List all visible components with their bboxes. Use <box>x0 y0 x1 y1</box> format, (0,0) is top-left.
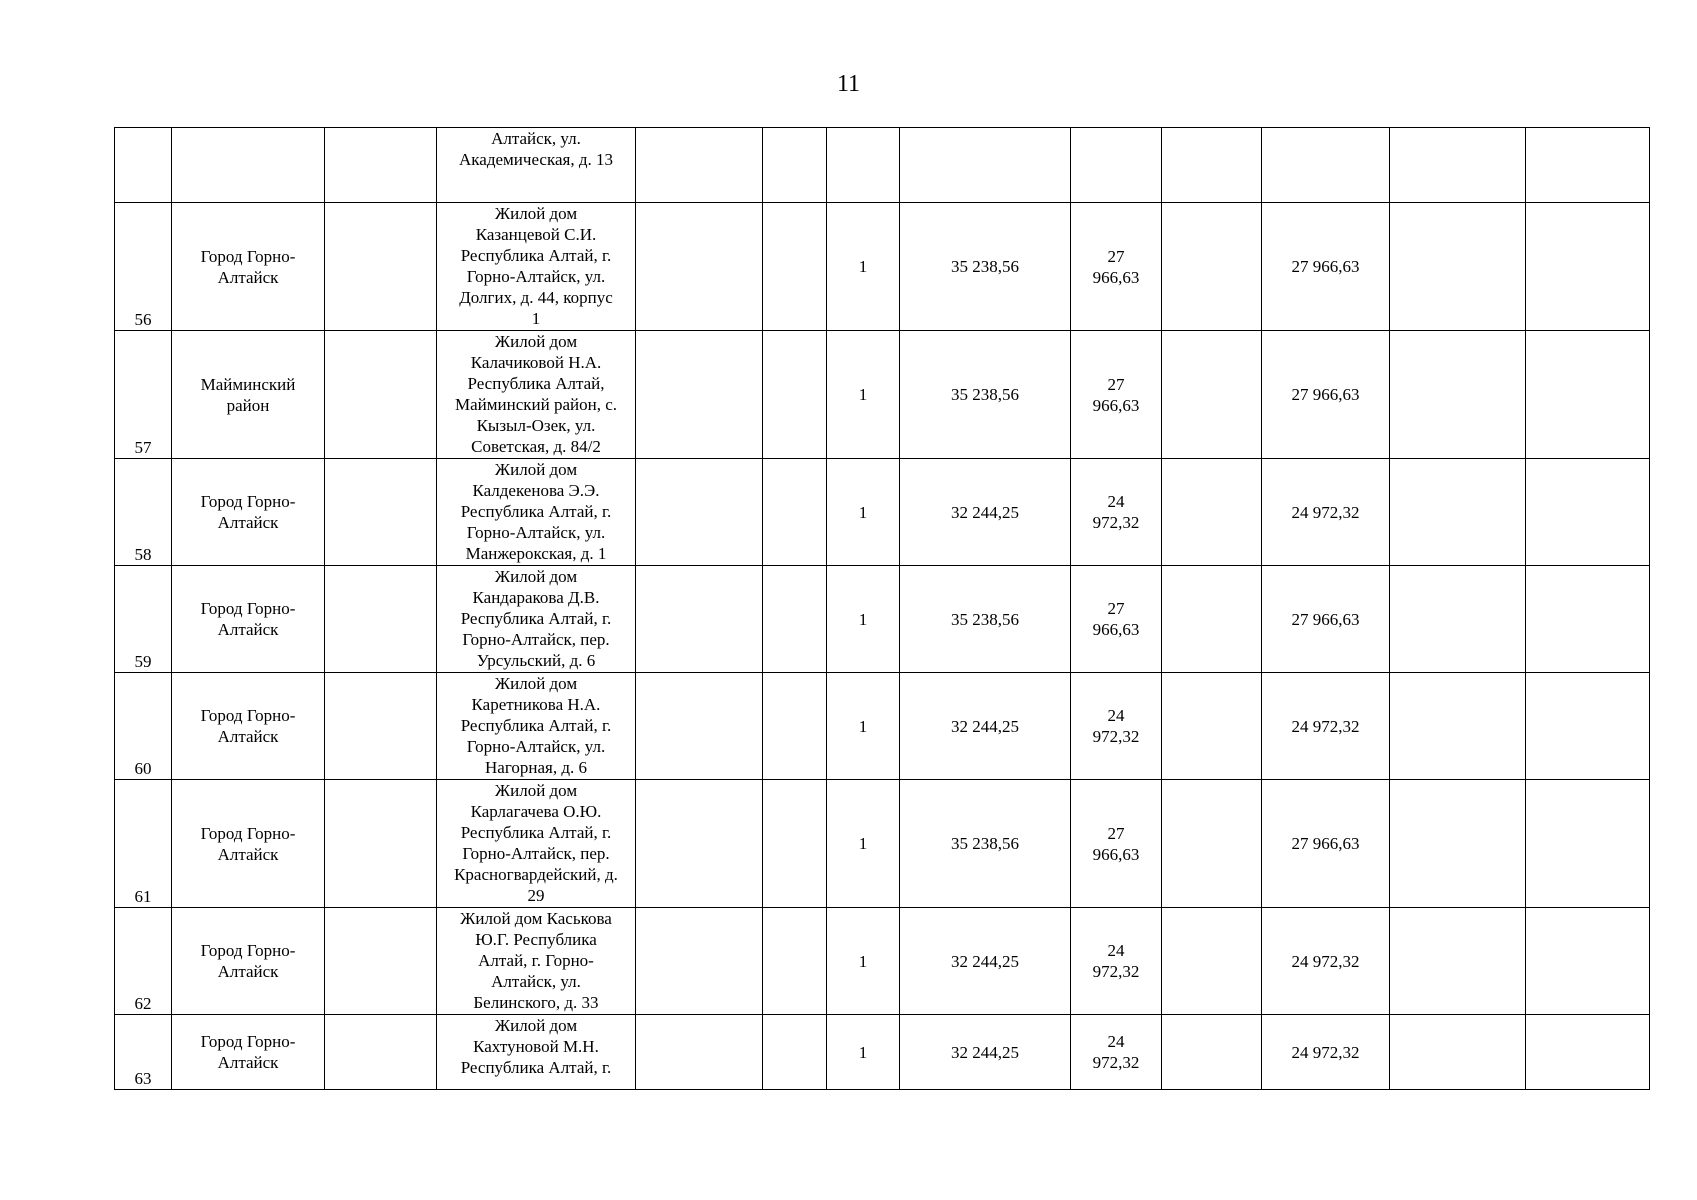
cell-empty <box>1526 128 1650 203</box>
cell-empty <box>763 128 827 203</box>
cell-empty <box>1162 566 1262 673</box>
cell-empty <box>1162 203 1262 331</box>
table-row <box>115 331 1650 459</box>
cell-empty <box>636 331 763 459</box>
cell-empty <box>325 780 437 908</box>
cell-empty <box>636 128 763 203</box>
amount-a-text: 24 972,32 <box>1092 1032 1140 1072</box>
cell-empty <box>1390 459 1526 566</box>
cell-num <box>115 673 172 780</box>
cell-empty <box>1390 673 1526 780</box>
table-row <box>115 203 1650 331</box>
cell-empty <box>1526 331 1650 459</box>
amount-b-text: 24 972,32 <box>1291 502 1360 522</box>
num-text: 59 <box>134 652 152 671</box>
cell-object <box>437 566 636 673</box>
amount-a-text: 27 966,63 <box>1092 374 1140 415</box>
cell-amount-total <box>900 1015 1071 1090</box>
cell-empty <box>636 566 763 673</box>
cell-empty <box>1390 908 1526 1015</box>
cell-empty <box>1526 780 1650 908</box>
cell-amount-total <box>900 459 1071 566</box>
cell-empty <box>763 673 827 780</box>
cell-object <box>437 1015 636 1090</box>
num-text: 57 <box>134 438 152 457</box>
cell-amount-a <box>1071 331 1162 459</box>
cell-empty <box>1162 459 1262 566</box>
table-row-continuation <box>115 128 1650 203</box>
count-text: 1 <box>858 951 868 971</box>
registry-table <box>114 127 1650 1090</box>
cell-empty <box>636 908 763 1015</box>
cell-empty <box>763 1015 827 1090</box>
amount-b-text: 27 966,63 <box>1291 609 1360 629</box>
count-text: 1 <box>858 834 868 853</box>
locality-text: Город Горно- Алтайск <box>200 599 296 639</box>
cell-locality <box>172 780 325 908</box>
locality-text: Майминский район <box>200 374 296 415</box>
object-text: Жилой дом Каськова Ю.Г. Республика Алтай, г. Горно- Алтайск, ул. Белинского, д. 33 <box>460 909 612 1012</box>
amount-b-text: 24 972,32 <box>1291 716 1360 736</box>
cell-empty <box>325 1015 437 1090</box>
cell-amount-a <box>1071 673 1162 780</box>
cell-object <box>437 128 636 203</box>
cell-count <box>827 1015 900 1090</box>
cell-empty <box>325 128 437 203</box>
amount-total-text: 32 244,25 <box>951 716 1019 736</box>
cell-empty <box>325 331 437 459</box>
count-text: 1 <box>858 716 868 736</box>
locality-text: Город Горно- Алтайск <box>200 823 296 864</box>
cell-amount-b <box>1262 908 1390 1015</box>
cell-locality <box>172 566 325 673</box>
cell-amount-total <box>900 673 1071 780</box>
num-text: 63 <box>134 1069 152 1088</box>
object-text: Жилой дом Кахтуновой М.Н. Республика Алтай, г. <box>460 1016 612 1077</box>
count-text: 1 <box>858 385 868 404</box>
cell-num <box>115 203 172 331</box>
cell-object <box>437 780 636 908</box>
cell-empty <box>1526 566 1650 673</box>
cell-count <box>827 780 900 908</box>
cell-num <box>115 331 172 459</box>
amount-a-text: 27 966,63 <box>1092 823 1140 864</box>
object-text: Жилой дом Карлагачева О.Ю. Республика Алтай, г. Горно-Алтайск, пер. Красногвардейский, д. 29 <box>454 781 618 905</box>
amount-a-text: 27 966,63 <box>1092 599 1140 639</box>
cell-amount-total <box>900 908 1071 1015</box>
cell-empty <box>763 203 827 331</box>
object-text: Жилой дом Калдекенова Э.Э. Республика Алтай, г. Горно-Алтайск, ул. Манжерокская, д. 1 <box>460 460 612 563</box>
cell-empty <box>636 673 763 780</box>
cell-amount-b <box>1262 203 1390 331</box>
amount-a-text: 24 972,32 <box>1092 706 1140 746</box>
cell-empty <box>1162 128 1262 203</box>
table-row <box>115 908 1650 1015</box>
cell-object <box>437 459 636 566</box>
cell-empty <box>1390 566 1526 673</box>
cell-empty <box>1162 780 1262 908</box>
cell-empty <box>1390 1015 1526 1090</box>
cell-empty <box>1526 1015 1650 1090</box>
cell-locality <box>172 459 325 566</box>
cell-empty <box>1162 331 1262 459</box>
cell-object <box>437 908 636 1015</box>
amount-b-text: 24 972,32 <box>1291 1042 1360 1062</box>
num-text: 58 <box>134 545 152 564</box>
num-text: 60 <box>134 759 152 778</box>
cell-locality <box>172 908 325 1015</box>
cell-count <box>827 566 900 673</box>
object-text: Жилой дом Каретникова Н.А. Республика Алтай, г. Горно-Алтайск, ул. Нагорная, д. 6 <box>460 674 612 777</box>
cell-empty <box>1390 203 1526 331</box>
cell-empty <box>325 908 437 1015</box>
cell-empty <box>325 459 437 566</box>
cell-count <box>827 908 900 1015</box>
table-row <box>115 566 1650 673</box>
cell-empty <box>1526 203 1650 331</box>
amount-total-text: 32 244,25 <box>951 502 1019 522</box>
cell-empty <box>636 459 763 566</box>
cell-empty <box>325 673 437 780</box>
object-text: Алтайск, ул. Академическая, д. 13 <box>459 129 613 169</box>
cell-locality <box>172 203 325 331</box>
cell-amount-b <box>1262 673 1390 780</box>
cell-empty <box>1162 1015 1262 1090</box>
table-row <box>115 1015 1650 1090</box>
cell-num <box>115 908 172 1015</box>
num-text: 56 <box>134 310 152 329</box>
cell-amount-a <box>1071 459 1162 566</box>
cell-amount-a <box>1071 128 1162 203</box>
cell-amount-total <box>900 780 1071 908</box>
amount-b-text: 27 966,63 <box>1291 385 1360 404</box>
cell-amount-b <box>1262 566 1390 673</box>
cell-count <box>827 203 900 331</box>
table-row <box>115 780 1650 908</box>
cell-locality <box>172 128 325 203</box>
cell-count <box>827 128 900 203</box>
table-row <box>115 459 1650 566</box>
cell-amount-a <box>1071 908 1162 1015</box>
num-text: 61 <box>134 887 152 906</box>
cell-empty <box>1526 908 1650 1015</box>
cell-amount-a <box>1071 1015 1162 1090</box>
cell-locality <box>172 331 325 459</box>
cell-amount-total <box>900 203 1071 331</box>
count-text: 1 <box>858 609 868 629</box>
table-body <box>115 128 1650 1090</box>
object-text: Жилой дом Кандаракова Д.В. Республика Алтай, г. Горно-Алтайск, пер. Урсульский, д. 6 <box>460 567 612 670</box>
amount-a-text: 27 966,63 <box>1092 246 1140 287</box>
cell-num <box>115 780 172 908</box>
table-row <box>115 673 1650 780</box>
cell-locality <box>172 673 325 780</box>
num-text: 62 <box>134 994 152 1013</box>
cell-count <box>827 459 900 566</box>
cell-empty <box>636 203 763 331</box>
cell-empty <box>763 459 827 566</box>
locality-text: Город Горно- Алтайск <box>200 941 296 981</box>
locality-text: Город Горно- Алтайск <box>200 706 296 746</box>
cell-empty <box>763 908 827 1015</box>
cell-count <box>827 673 900 780</box>
cell-num <box>115 128 172 203</box>
amount-total-text: 32 244,25 <box>951 951 1019 971</box>
amount-b-text: 24 972,32 <box>1291 951 1360 971</box>
amount-total-text: 35 238,56 <box>951 609 1019 629</box>
cell-amount-a <box>1071 203 1162 331</box>
object-text: Жилой дом Казанцевой С.И. Республика Алтай, г. Горно-Алтайск, ул. Долгих, д. 44, корпус 1 <box>459 204 613 328</box>
locality-text: Город Горно- Алтайск <box>200 1032 296 1072</box>
cell-object <box>437 673 636 780</box>
cell-empty <box>325 203 437 331</box>
amount-total-text: 35 238,56 <box>951 257 1019 276</box>
cell-empty <box>1526 673 1650 780</box>
count-text: 1 <box>858 257 868 276</box>
cell-num <box>115 1015 172 1090</box>
cell-amount-total <box>900 331 1071 459</box>
cell-amount-a <box>1071 780 1162 908</box>
cell-object <box>437 331 636 459</box>
cell-empty <box>1390 128 1526 203</box>
cell-locality <box>172 1015 325 1090</box>
cell-object <box>437 203 636 331</box>
cell-empty <box>1162 908 1262 1015</box>
page-number: 11 <box>836 71 861 97</box>
count-text: 1 <box>858 502 868 522</box>
cell-empty <box>1390 331 1526 459</box>
amount-total-text: 32 244,25 <box>951 1042 1019 1062</box>
cell-amount-b <box>1262 128 1390 203</box>
cell-empty <box>636 780 763 908</box>
cell-count <box>827 331 900 459</box>
cell-amount-b <box>1262 780 1390 908</box>
cell-empty <box>325 566 437 673</box>
amount-total-text: 35 238,56 <box>951 834 1019 853</box>
cell-amount-b <box>1262 459 1390 566</box>
cell-amount-a <box>1071 566 1162 673</box>
cell-empty <box>763 780 827 908</box>
amount-a-text: 24 972,32 <box>1092 941 1140 981</box>
cell-empty <box>1526 459 1650 566</box>
object-text: Жилой дом Калачиковой Н.А. Республика Алтай, Майминский район, с. Кызыл-Озек, ул. Советская, д. 84/2 <box>455 332 617 456</box>
cell-empty <box>1162 673 1262 780</box>
cell-empty <box>763 566 827 673</box>
cell-empty <box>1390 780 1526 908</box>
amount-total-text: 35 238,56 <box>951 385 1019 404</box>
amount-a-text: 24 972,32 <box>1092 492 1140 532</box>
locality-text: Город Горно- Алтайск <box>200 492 296 532</box>
cell-amount-b <box>1262 331 1390 459</box>
cell-empty <box>636 1015 763 1090</box>
cell-amount-total <box>900 128 1071 203</box>
cell-num <box>115 566 172 673</box>
cell-num <box>115 459 172 566</box>
cell-amount-total <box>900 566 1071 673</box>
cell-amount-b <box>1262 1015 1390 1090</box>
locality-text: Город Горно- Алтайск <box>200 246 296 287</box>
amount-b-text: 27 966,63 <box>1291 834 1360 853</box>
cell-empty <box>763 331 827 459</box>
count-text: 1 <box>858 1042 868 1062</box>
amount-b-text: 27 966,63 <box>1291 257 1360 276</box>
